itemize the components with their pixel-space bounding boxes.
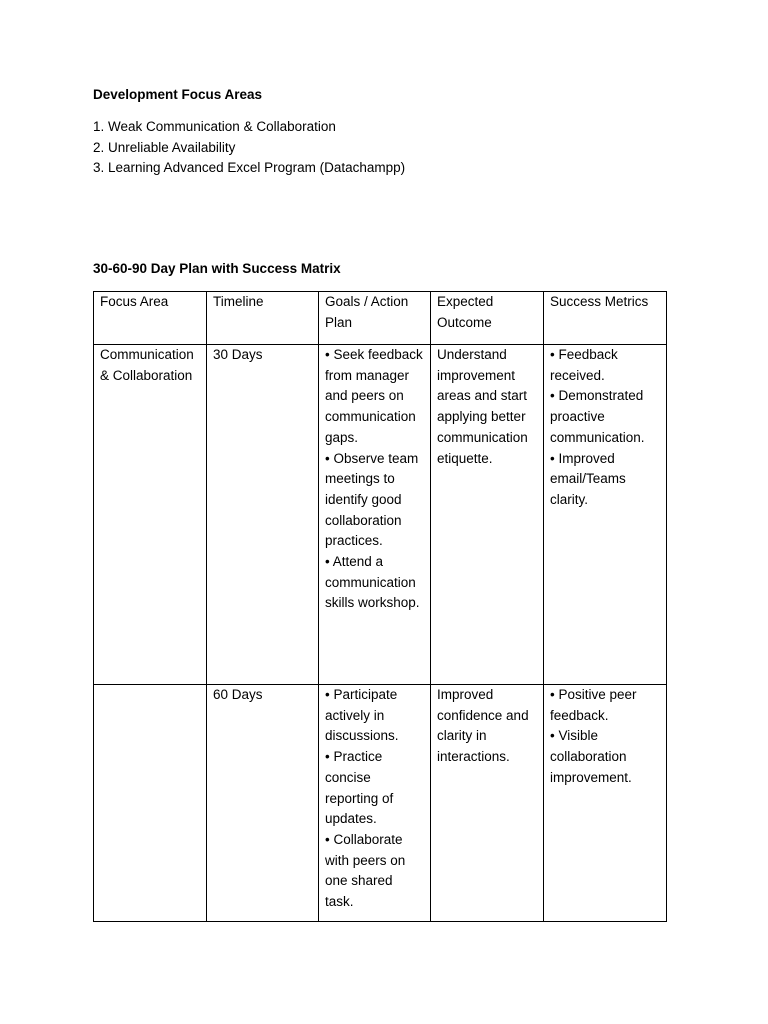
day-plan-title: 30-60-90 Day Plan with Success Matrix <box>93 261 341 276</box>
development-focus-title: Development Focus Areas <box>93 87 263 102</box>
table-row <box>94 685 667 922</box>
cell-timeline: 60 Days <box>207 685 319 922</box>
goal-item: • Seek feedback from manager and peers on communication gaps. <box>325 347 423 445</box>
success-matrix-table <box>93 291 667 922</box>
focus-area-item: 2. Unreliable Availability <box>93 139 236 155</box>
goal-item: • Attend a communication skills workshop. <box>325 554 420 611</box>
header-goals: Goals / Action Plan <box>319 292 431 345</box>
header-success-metrics: Success Metrics <box>544 292 667 345</box>
goal-item: • Collaborate with peers on one shared task. <box>325 831 406 910</box>
header-expected-outcome: Expected Outcome <box>431 292 544 345</box>
cell-expected-outcome: Improved confidence and clarity in interactions. <box>431 685 544 922</box>
goal-item: • Observe team meetings to identify good collaboration practices. <box>325 450 419 549</box>
cell-expected-outcome: Understand improvement areas and start applying better communication etiquette. <box>431 345 544 685</box>
cell-goals <box>319 345 431 685</box>
metric-item: • Improved email/Teams clarity. <box>550 450 626 507</box>
metric-item: • Demonstrated proactive communication. <box>550 388 645 445</box>
focus-areas-list <box>93 117 405 179</box>
metric-item: • Feedback received. <box>550 347 618 383</box>
header-timeline: Timeline <box>207 292 319 345</box>
goal-item: • Practice concise reporting of updates. <box>325 749 394 827</box>
focus-area-item: 3. Learning Advanced Excel Program (Datachampp) <box>93 160 406 175</box>
focus-area-item: 1. Weak Communication & Collaboration <box>93 119 336 134</box>
table-header-row <box>94 292 667 345</box>
cell-focus-area <box>94 685 207 922</box>
cell-timeline: 30 Days <box>207 345 319 685</box>
cell-focus-area: Communication & Collaboration <box>94 345 207 685</box>
header-focus-area: Focus Area <box>94 292 207 345</box>
metric-item: • Positive peer feedback. <box>550 687 637 723</box>
metric-item: • Visible collaboration improvement. <box>550 728 632 785</box>
cell-success-metrics <box>544 685 667 922</box>
cell-goals <box>319 685 431 922</box>
table-row <box>94 345 667 685</box>
goal-item: • Participate actively in discussions. <box>325 687 399 744</box>
cell-success-metrics <box>544 345 667 685</box>
